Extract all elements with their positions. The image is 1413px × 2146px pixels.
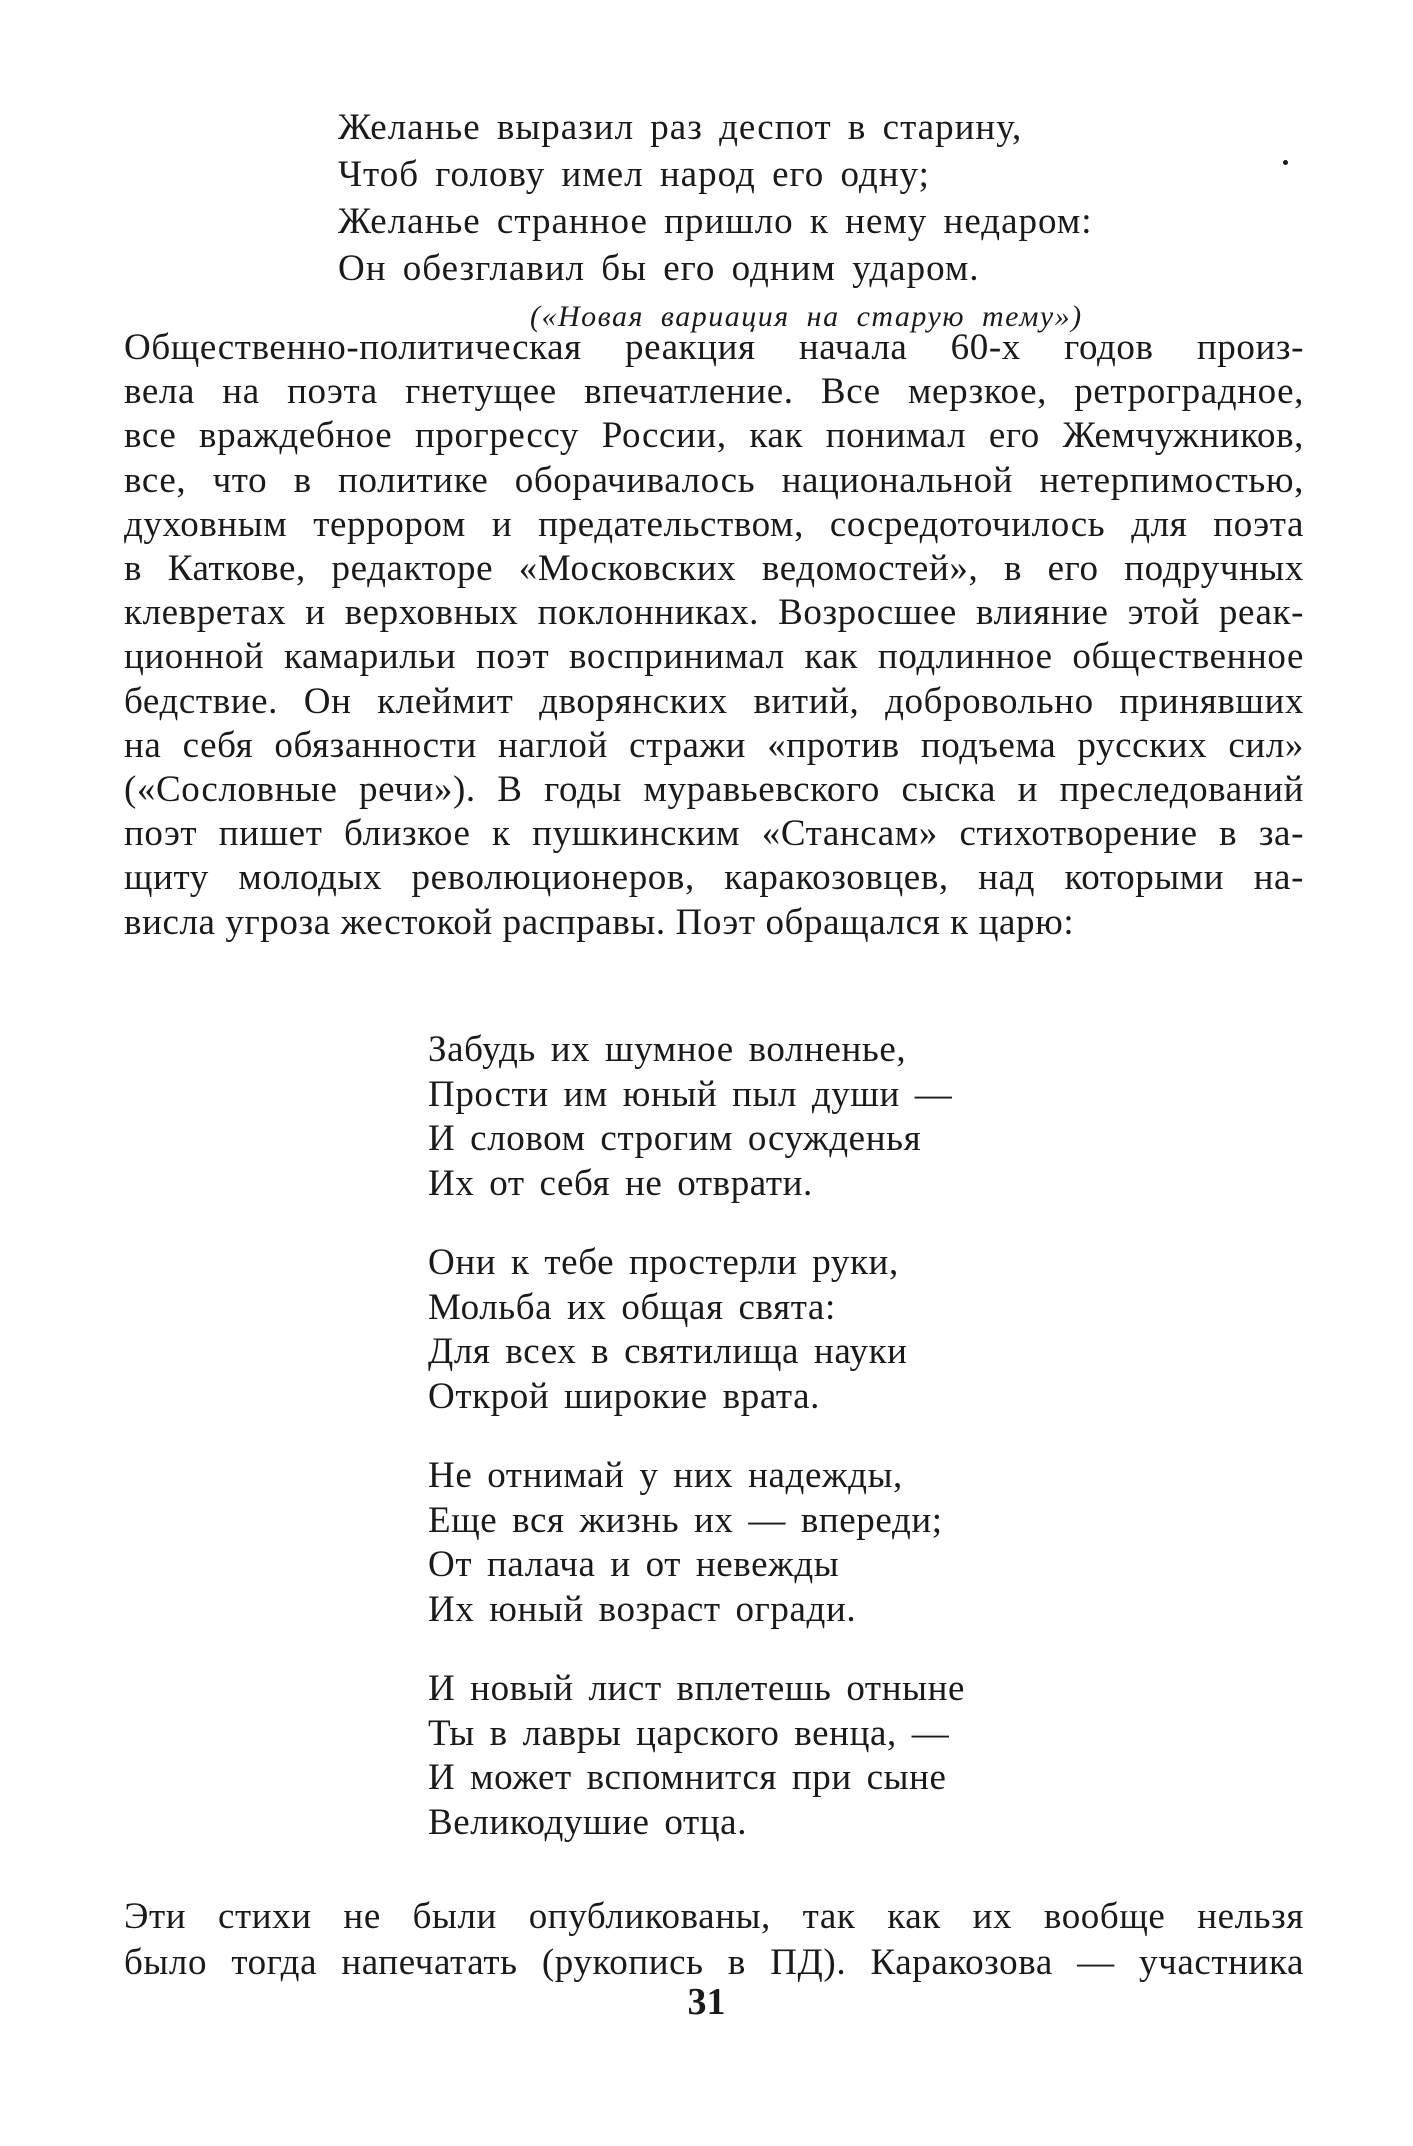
closing-paragraph [124,1894,1304,1986]
paragraph-line: поэт пишет близкое к пушкинским «Стансам» стихотворение в за- [124,813,1304,855]
poem-line: Мольба их общая свята: [428,1286,836,1328]
paragraph-line: духовным террором и предательством, сосредоточилось для поэта [124,503,1304,545]
poem-stanza [428,1667,965,1845]
poem-line: Они к тебе простерли руки, [428,1242,899,1283]
poem-stanza [428,1028,952,1206]
paragraph-line: ционной камарильи поэт воспринимал как подлинное общественное [124,636,1304,678]
epigraph-line: Он обезглавил бы его одним ударом. [338,248,980,289]
paragraph-line: висла угроза жестокой расправы. Поэт обращался к царю: [124,901,1075,943]
poem-stanza [428,1454,943,1632]
paragraph-line: было тогда напечатать (рукопись в ПД). Каракозова — участника [124,1942,1304,1983]
paragraph-line: в Каткове, редакторе «Московских ведомостей», в его подручных [124,548,1304,590]
poem-line: Открой широкие врата. [428,1375,820,1417]
epigraph-line: Желанье выразил раз деспот в старину, [338,107,1023,148]
paragraph-line: («Сословные речи»). В годы муравьевского сыска и преследований [124,769,1304,811]
poem-line: Забудь их шумное волненье, [428,1029,907,1070]
paragraph-line: Эти стихи не были опубликованы, так как их вообще нельзя [124,1896,1304,1937]
paragraph-line: бедствие. Он клеймит дворянских витий, добровольно принявших [124,680,1304,722]
page-number: 31 [687,1981,726,2023]
poem-line: Великодушие отца. [428,1801,748,1843]
paragraph-line: все враждебное прогрессу России, как понимал его Жемчужников, [124,415,1304,457]
poem-line: Еще вся жизнь их — впереди; [428,1499,943,1541]
poem-line: И новый лист вплетешь отныне [428,1668,965,1709]
paragraph-line: на себя обязанности наглой стражи «против подъема русских сил» [124,724,1304,766]
paragraph-line: Общественно-политическая реакция начала 60-х годов произ- [124,327,1304,368]
poem-line: Их от себя не отврати. [428,1162,813,1204]
poem-line: Прости им юный пыл души — [428,1073,953,1115]
poem-line: Ты в лавры царского венца, — [428,1712,950,1754]
poem-stanza [428,1241,908,1419]
paragraph-line: вела на поэта гнетущее впечатление. Все мерзкое, ретроградное, [124,371,1304,413]
poem-line: От палача и от невежды [428,1544,840,1585]
poem-line: И словом строгим осужденья [428,1118,922,1159]
poem-line: Для всех в святилища науки [428,1331,908,1372]
body-paragraph [124,326,1304,945]
paragraph-line: все, что в политике оборачивалось национальной нетерпимостью, [124,459,1304,501]
poem-line: И может вспомнится при сыне [428,1757,947,1798]
paragraph-line: щиту молодых революционеров, каракозовцев, над которыми на- [124,857,1304,899]
poem-line: Их юный возраст огради. [428,1588,857,1630]
epigraph-line: Желанье странное пришло к нему недаром: [338,201,1093,242]
paragraph-line: клевретах и верховных поклонниках. Возросшее влияние этой реак- [124,592,1304,634]
print-speck [1283,160,1288,165]
poem-line: Не отнимай у них надежды, [428,1455,903,1496]
epigraph-source: («Новая вариация на старую тему») [530,300,1083,333]
epigraph [338,104,1093,292]
epigraph-line: Чтоб голову имел народ его одну; [338,154,930,195]
